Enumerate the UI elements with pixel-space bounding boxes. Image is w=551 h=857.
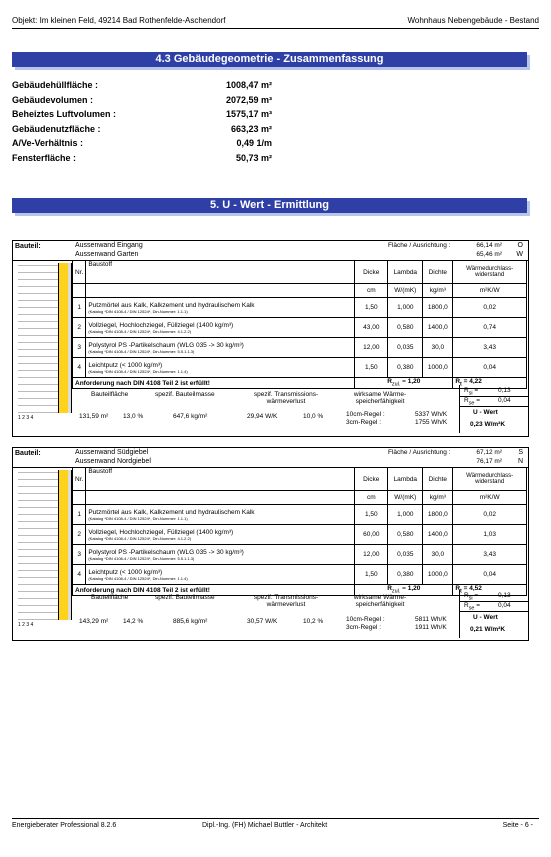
component-mass: 885,6 kg/m² bbox=[173, 618, 208, 625]
layer-scale: 1 2 3 4 bbox=[18, 415, 34, 421]
wall-section-drawing bbox=[18, 263, 71, 425]
layer-table: Nr. Baustoff Dicke Lambda Dichte Wärmedurchlass-widerstand cm W/(mK) kg/m³ m²K/W 1 Putzmörtel aus Kalk, Kalkzement und hydraulischem Kalk (Katalog *DIN 4108-4 / DIN 12524*, Din-Nummer: 1.1.1) 1,50 1,000 1800,0 0,02 2 Vollziegel, Hochlochziegel, Füllziegel (1400 kg/m³) (Katalog *DIN 4108-4 / DIN 12524*, Din-Nummer: 4.1.2.2) 43,00 0,580 1400,0 0,74 3 Polystyrol PS -Partikelschaum (WLG 035 -> 30 kg/m³) (Katalog *DIN 4108-4 / DIN 12524*, Din-Nummer: 5.5.1.1.3) 12,00 0,035 30,0 3,43 4 Leichtputz (< 1000 kg/m³) (Katalog *DIN 4108-4 / DIN 12524*, Din-Nummer: 1.1.4) 1,50 0,380 1000,0 0,04 Anforderung nach DIN 4108 Teil 2 ist erfüllt! $R_{zul.} = 1,20$ $R_t = 4,22$ bbox=[72, 260, 527, 389]
author: Dipl.-Ing. (FH) Michael Buttler - Architekt bbox=[202, 822, 328, 829]
orientation: N bbox=[517, 458, 523, 465]
area-value: 67,12 m² bbox=[476, 449, 502, 456]
layer-row: 2 Vollziegel, Hochlochziegel, Füllziegel (1400 kg/m³) (Katalog *DIN 4108-4 / DIN 12524*, Din-Nummer: 4.1.2.2) 60,00 0,580 1400,0 1,03 bbox=[73, 525, 527, 545]
orientation: O bbox=[517, 242, 523, 249]
transmission-loss: 30,57 W/K bbox=[247, 618, 278, 625]
layer-row: 4 Leichtputz (< 1000 kg/m³) (Katalog *DIN 4108-4 / DIN 12524*, Din-Nummer: 1.1.4) 1,50 0,380 1000,0 0,04 bbox=[73, 358, 527, 378]
geometry-summary bbox=[12, 80, 272, 168]
page-number: Seite - 6 - bbox=[502, 822, 533, 829]
layer-scale: 1 2 3 4 bbox=[18, 622, 34, 628]
area-value: 66,14 m² bbox=[476, 242, 502, 249]
geometry-row: Fensterfläche : 50,73 m² bbox=[12, 152, 272, 163]
geometry-row: Gebäudenutzfläche : 663,23 m² bbox=[12, 123, 272, 134]
layer-row: 3 Polystyrol PS -Partikelschaum (WLG 035 -> 30 kg/m³) (Katalog *DIN 4108-4 / DIN 12524*, Din-Nummer: 5.5.1.1.3) 12,00 0,035 30,0 3,43 bbox=[73, 545, 527, 565]
bauteil-label: Bauteil: bbox=[15, 450, 41, 457]
section-title-uvalue: 5. U - Wert - Ermittlung bbox=[12, 198, 527, 213]
building-title: Wohnhaus Nebengebäude - Bestand bbox=[407, 16, 539, 25]
wall-section-drawing bbox=[18, 470, 71, 632]
geometry-row: Beheiztes Luftvolumen : 1575,17 m³ bbox=[12, 109, 272, 120]
area-value: 65,46 m² bbox=[476, 251, 502, 258]
requirement-status: Anforderung nach DIN 4108 Teil 2 ist erfüllt! bbox=[73, 585, 355, 596]
component-area: 143,29 m² bbox=[79, 618, 109, 625]
object-title: Objekt: Im kleinen Feld, 49214 Bad Rothenfelde-Aschendorf bbox=[12, 16, 226, 25]
u-value: 0,23 W/m²K bbox=[470, 421, 506, 428]
area-label: Fläche / Ausrichtung : bbox=[388, 449, 451, 456]
area-label: Fläche / Ausrichtung : bbox=[388, 242, 451, 249]
geometry-row: Gebäudevolumen : 2072,59 m³ bbox=[12, 94, 272, 105]
component-name: Aussenwand Nordgiebel bbox=[75, 458, 151, 465]
component-name: Aussenwand Garten bbox=[75, 251, 139, 258]
transmission-loss: 29,94 W/K bbox=[247, 413, 278, 420]
layer-row: 3 Polystyrol PS -Partikelschaum (WLG 035 -> 30 kg/m³) (Katalog *DIN 4108-4 / DIN 12524*, Din-Nummer: 5.5.1.1.3) 12,00 0,035 30,0 3,43 bbox=[73, 338, 527, 358]
area-value: 76,17 m² bbox=[476, 458, 502, 465]
component-block-1: Bauteil: Aussenwand Eingang Aussenwand Garten Fläche / Ausrichtung : 66,14 m² 65,46 m² O W 1 2 3 4 Nr. Baustoff Dicke Lambda Dichte Wärmedurchlass-widerstand cm W/(mK) kg/m³ m²K/W 1 Putzmörtel aus Kalk, Kalkzement und hydraulischem Kalk (Katalog *DIN 4108-4 / DIN 12524*, Din-Nummer: 1.1.1) 1,50 1,000 1800,0 0,02 2 Vollziegel, Hochlochziegel, Füllziegel (1400 kg/m³) (Katalog *DIN 4108-4 / DIN 12524*, Din-Nummer: 4.1.2.2) 43,00 0,580 1400,0 0,74 3 Polystyrol PS -Partikelschaum (WLG 035 -> 30 kg/m³) (Katalog *DIN 4108-4 / DIN 12524*, Din-Nummer: 5.5.1.1.3) 12,00 0,035 30,0 3,43 4 Leichtputz (< 1000 kg/m³) (Katalog *DIN 4108-4 / DIN 12524*, Din-Nummer: 1.1.4) 1,50 0,380 1000,0 0,04 Anforderung nach DIN 4108 Teil 2 ist erfüllt! $R_{zul.} = 1,20$ $R_t = 4,22$ Bauteilfläche spezif. Bauteilmasse spezif. Transmissions-wärmeverlust wirksame Wärme-speicherfähigkeit 131,59 m² 13,0 % 647,6 kg/m² 29,94 W/K 10,0 % 10cm-Regel : 5337 Wh/K 3cm-Regel : 1755 Wh/K $R_{si}$ = 0,13 $R_{se}$ = 0,04 U - Wert 0,23 W/m²K bbox=[12, 240, 529, 437]
geometry-row: Gebäudehüllfläche : 1008,47 m² bbox=[12, 80, 272, 90]
component-area: 131,59 m² bbox=[79, 413, 109, 420]
bauteil-label: Bauteil: bbox=[15, 243, 41, 250]
component-name: Aussenwand Eingang bbox=[75, 242, 143, 249]
page-header bbox=[12, 14, 539, 29]
orientation: S bbox=[518, 449, 523, 456]
page-footer bbox=[12, 818, 539, 835]
orientation: W bbox=[516, 251, 523, 258]
layer-row: 1 Putzmörtel aus Kalk, Kalkzement und hydraulischem Kalk (Katalog *DIN 4108-4 / DIN 12524*, Din-Nummer: 1.1.1) 1,50 1,000 1800,0 0,02 bbox=[73, 505, 527, 525]
component-block-2: Bauteil: Aussenwand Südgiebel Aussenwand Nordgiebel Fläche / Ausrichtung : 67,12 m² 76,17 m² S N 1 2 3 4 Nr. Baustoff Dicke Lambda Dichte Wärmedurchlass-widerstand cm W/(mK) kg/m³ m²K/W 1 Putzmörtel aus Kalk, Kalkzement und hydraulischem Kalk (Katalog *DIN 4108-4 / DIN 12524*, Din-Nummer: 1.1.1) 1,50 1,000 1800,0 0,02 2 Vollziegel, Hochlochziegel, Füllziegel (1400 kg/m³) (Katalog *DIN 4108-4 / DIN 12524*, Din-Nummer: 4.1.2.2) 60,00 0,580 1400,0 1,03 3 Polystyrol PS -Partikelschaum (WLG 035 -> 30 kg/m³) (Katalog *DIN 4108-4 / DIN 12524*, Din-Nummer: 5.5.1.1.3) 12,00 0,035 30,0 3,43 4 Leichtputz (< 1000 kg/m³) (Katalog *DIN 4108-4 / DIN 12524*, Din-Nummer: 1.1.4) 1,50 0,380 1000,0 0,04 Anforderung nach DIN 4108 Teil 2 ist erfüllt! $R_{zul.} = 1,20$ $R_t = 4,52$ Bauteilfläche spezif. Bauteilmasse spezif. Transmissions-wärmeverlust wirksame Wärme-speicherfähigkeit 143,29 m² 14,2 % 885,6 kg/m² 30,57 W/K 10,2 % 10cm-Regel : 5811 Wh/K 3cm-Regel : 1911 Wh/K $R_{si}$ = 0,13 $R_{se}$ = 0,04 U - Wert 0,21 W/m²K bbox=[12, 447, 529, 641]
layer-row: 4 Leichtputz (< 1000 kg/m³) (Katalog *DIN 4108-4 / DIN 12524*, Din-Nummer: 1.1.4) 1,50 0,380 1000,0 0,04 bbox=[73, 565, 527, 585]
software-name: Energieberater Professional 8.2.6 bbox=[12, 822, 117, 829]
component-mass: 647,6 kg/m² bbox=[173, 413, 208, 420]
component-name: Aussenwand Südgiebel bbox=[75, 449, 149, 456]
layer-row: 1 Putzmörtel aus Kalk, Kalkzement und hydraulischem Kalk (Katalog *DIN 4108-4 / DIN 12524*, Din-Nummer: 1.1.1) 1,50 1,000 1800,0 0,02 bbox=[73, 298, 527, 318]
requirement-status: Anforderung nach DIN 4108 Teil 2 ist erfüllt! bbox=[73, 378, 355, 389]
geometry-row: A/Ve-Verhältnis : 0,49 1/m bbox=[12, 138, 272, 149]
u-value: 0,21 W/m²K bbox=[470, 626, 506, 633]
section-title-geometry: 4.3 Gebäudegeometrie - Zusammenfassung bbox=[12, 52, 527, 67]
layer-row: 2 Vollziegel, Hochlochziegel, Füllziegel (1400 kg/m³) (Katalog *DIN 4108-4 / DIN 12524*, Din-Nummer: 4.1.2.2) 43,00 0,580 1400,0 0,74 bbox=[73, 318, 527, 338]
layer-table: Nr. Baustoff Dicke Lambda Dichte Wärmedurchlass-widerstand cm W/(mK) kg/m³ m²K/W 1 Putzmörtel aus Kalk, Kalkzement und hydraulischem Kalk (Katalog *DIN 4108-4 / DIN 12524*, Din-Nummer: 1.1.1) 1,50 1,000 1800,0 0,02 2 Vollziegel, Hochlochziegel, Füllziegel (1400 kg/m³) (Katalog *DIN 4108-4 / DIN 12524*, Din-Nummer: 4.1.2.2) 60,00 0,580 1400,0 1,03 3 Polystyrol PS -Partikelschaum (WLG 035 -> 30 kg/m³) (Katalog *DIN 4108-4 / DIN 12524*, Din-Nummer: 5.5.1.1.3) 12,00 0,035 30,0 3,43 4 Leichtputz (< 1000 kg/m³) (Katalog *DIN 4108-4 / DIN 12524*, Din-Nummer: 1.1.4) 1,50 0,380 1000,0 0,04 Anforderung nach DIN 4108 Teil 2 ist erfüllt! $R_{zul.} = 1,20$ $R_t = 4,52$ bbox=[72, 467, 527, 596]
